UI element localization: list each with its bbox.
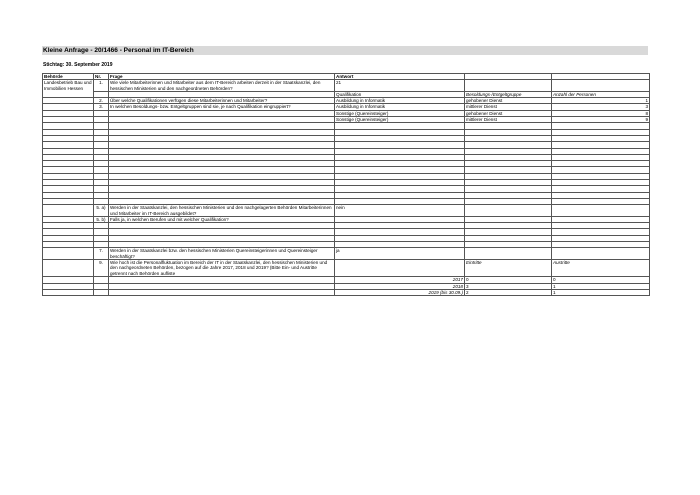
question-number: 9. [94,259,109,276]
qualifikation-cell: Sonstige (Quereinsteiger) [335,110,465,116]
anzahl-cell: 9 [552,117,650,123]
year-cell: 2018 [335,283,465,289]
header-frage: Frage [109,74,335,80]
year-cell: 2019 (bis 30.09.) [335,289,465,295]
qualifikation-cell: Ausbildung in Informatik [335,104,465,110]
question-text: Falls ja, in welchen Berufen und mit welcher Qualifikation? [109,216,335,222]
question-number: 1. [94,80,109,92]
reference-date: Stichtag: 30. September 2019 [43,62,113,68]
question-number: 2. [94,98,109,104]
question-text: Wie viele Mitarbeiterinnen und Mitarbeiter aus dem IT-Bereich arbeiten derzeit in der Staatskanzlei, den hessischen Ministerien und den nachgeordneten Behörden? [109,80,335,92]
question-text: Werden in der Staatskanzlei bzw. den hessischen Ministerien Quereinsteigerinnen und Quereinsteiger beschäftigt? [109,248,335,260]
answer-value: 21 [335,80,465,92]
austritte-cell: 1 [552,283,650,289]
answer-table [42,73,650,296]
eintritte-cell: 0 [465,277,552,283]
behoerde-cell: Landesbetrieb Bau und Immobilien Hessen [43,80,94,98]
year-cell: 2017 [335,277,465,283]
page-title: Kleine Anfrage - 20/1466 - Personal im IT-Bereich [42,46,648,55]
subheader-eintritte: Eintritte [465,259,552,276]
answer-value: nein [335,205,465,217]
answer-value: ja [335,248,465,260]
gruppe-cell: mittlerer Dienst [465,104,552,110]
table-row [43,248,650,260]
austritte-cell: 0 [552,277,650,283]
question-number: 5. a) [94,205,109,217]
header-nr: Nr. [94,74,109,80]
question-number: 5. b) [94,216,109,222]
subheader-austritte: Austritte [552,259,650,276]
anzahl-cell: 8 [552,110,650,116]
table-row [43,205,650,217]
subheader-anzahl: Anzahl der Personen [552,91,650,97]
question-number: 3. [94,104,109,110]
eintritte-cell: 3 [465,283,552,289]
anzahl-cell: 3 [552,104,650,110]
question-text: Werden in der Staatskanzlei, den hessischen Ministerien und den nachgelagerten Behörden Mitarbeiterinnen und Mitarbeiter im IT-Bereich ausgebildet? [109,205,335,217]
table-row [43,259,650,276]
table-row [43,80,650,92]
question-number: 7. [94,248,109,260]
austritte-cell: 1 [552,289,650,295]
header-antwort: Antwort [335,74,465,80]
qualifikation-cell: Sonstige (Quereinsteiger) [335,117,465,123]
gruppe-cell: mittlerer Dienst [465,117,552,123]
qualifikation-cell: Ausbildung in Informatik [335,98,465,104]
table-row [43,289,650,295]
subheader-gruppe: Besoldungs-/Entgeltgruppe [465,91,552,97]
question-text: Über welche Qualifikationen verfügen diese Mitarbeiterinnen und Mitarbeiter? [109,98,335,104]
anzahl-cell: 1 [552,98,650,104]
gruppe-cell: gehobener Dienst [465,98,552,104]
header-behoerde: Behörde [43,74,94,80]
eintritte-cell: 2 [465,289,552,295]
question-text: Wie hoch ist die Personalfluktuation im Bereich der IT in der Staatskanzlei, den hessischen Ministerien und den nachgeordneten Behörden, bezogen auf die Jahre 2017, 2018 und 2019? (Bitte Ein- und Austritte getrennt nach Behörden aufliste [109,259,335,276]
gruppe-cell: gehobener Dienst [465,110,552,116]
question-text: In welchen Besoldungs- bzw. Entgeltgruppen sind sie, je nach Qualifikation eingruppiert? [109,104,335,110]
subheader-qualifikation: Qualifikation [335,91,465,97]
